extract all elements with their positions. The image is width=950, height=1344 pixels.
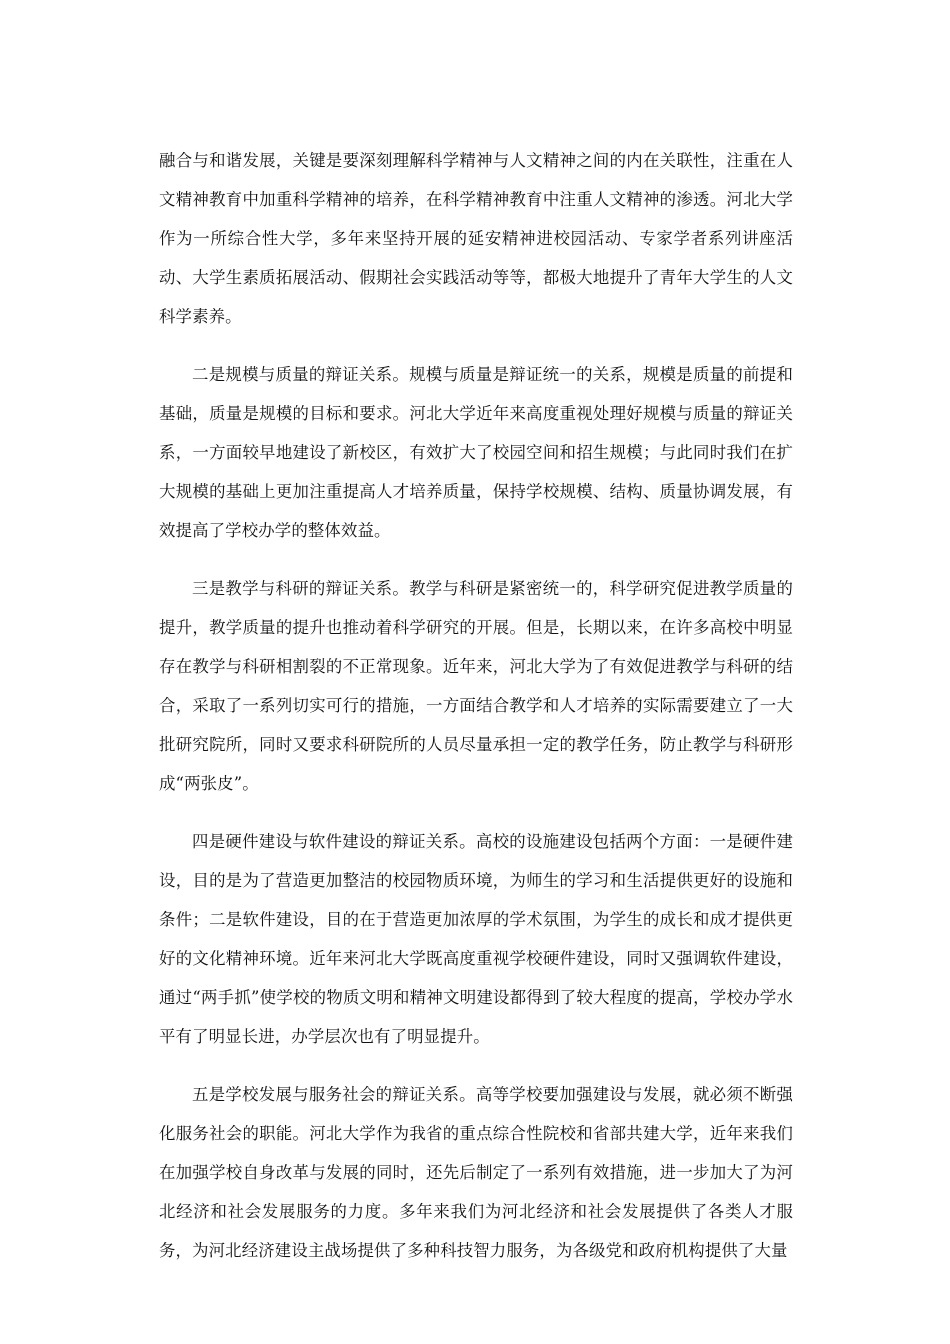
paragraph-scale-and-quality: 二是规模与质量的辩证关系。规模与质量是辩证统一的关系，规模是质量的前提和基础，质量是规模的目标和要求。河北大学近年来高度重视处理好规模与质量的辩证关系，一方面较早地建设了新校区，有效扩大了校园空间和招生规模；与此同时我们在扩大规模的基础上更加注重提高人才培养质量，保持学校规模、结构、质量协调发展，有效提高了学校办学的整体效益。	[159, 365, 793, 540]
paragraph-continued-from-previous-page: 融合与和谐发展，关键是要深刻理解科学精神与人文精神之间的内在关联性，注重在人文精神教育中加重科学精神的培养，在科学精神教育中注重人文精神的渗透。河北大学作为一所综合性大学，多年来坚持开展的延安精神进校园活动、专家学者系列讲座活动、大学生素质拓展活动、假期社会实践活动等等，都极大地提升了青年大学生的人文科学素养。	[159, 151, 793, 326]
paragraph-teaching-and-research: 三是教学与科研的辩证关系。教学与科研是紧密统一的，科学研究促进教学质量的提升，教学质量的提升也推动着科学研究的开展。但是，长期以来，在许多高校中明显存在教学与科研相割裂的不正常现象。近年来，河北大学为了有效促进教学与科研的结合，采取了一系列切实可行的措施，一方面结合教学和人才培养的实际需要建立了一大批研究院所，同时又要求科研院所的人员尽量承担一定的教学任务，防止教学与科研形成“两张皮”。	[159, 579, 793, 793]
paragraph-development-and-social-service: 五是学校发展与服务社会的辩证关系。高等学校要加强建设与发展，就必须不断强化服务社会的职能。河北大学作为我省的重点综合性院校和省部共建大学，近年来我们在加强学校自身改革与发展的同时，还先后制定了一系列有效措施，进一步加大了为河北经济和社会发展服务的力度。多年来我们为河北经济和社会发展提供了各类人才服务，为河北经济建设主战场提供了多种科技智力服务，为各级党和政府机构提供了大量	[159, 1085, 793, 1260]
document-body	[159, 141, 793, 1289]
paragraph-hardware-and-software: 四是硬件建设与软件建设的辩证关系。高校的设施建设包括两个方面：一是硬件建设，目的是为了营造更加整洁的校园物质环境，为师生的学习和生活提供更好的设施和条件；二是软件建设，目的在于营造更加浓厚的学术氛围，为学生的成长和成才提供更好的文化精神环境。近年来河北大学既高度重视学校硬件建设，同时又强调软件建设，通过“两手抓”使学校的物质文明和精神文明建设都得到了较大程度的提高，学校办学水平有了明显长进，办学层次也有了明显提升。	[159, 832, 793, 1046]
